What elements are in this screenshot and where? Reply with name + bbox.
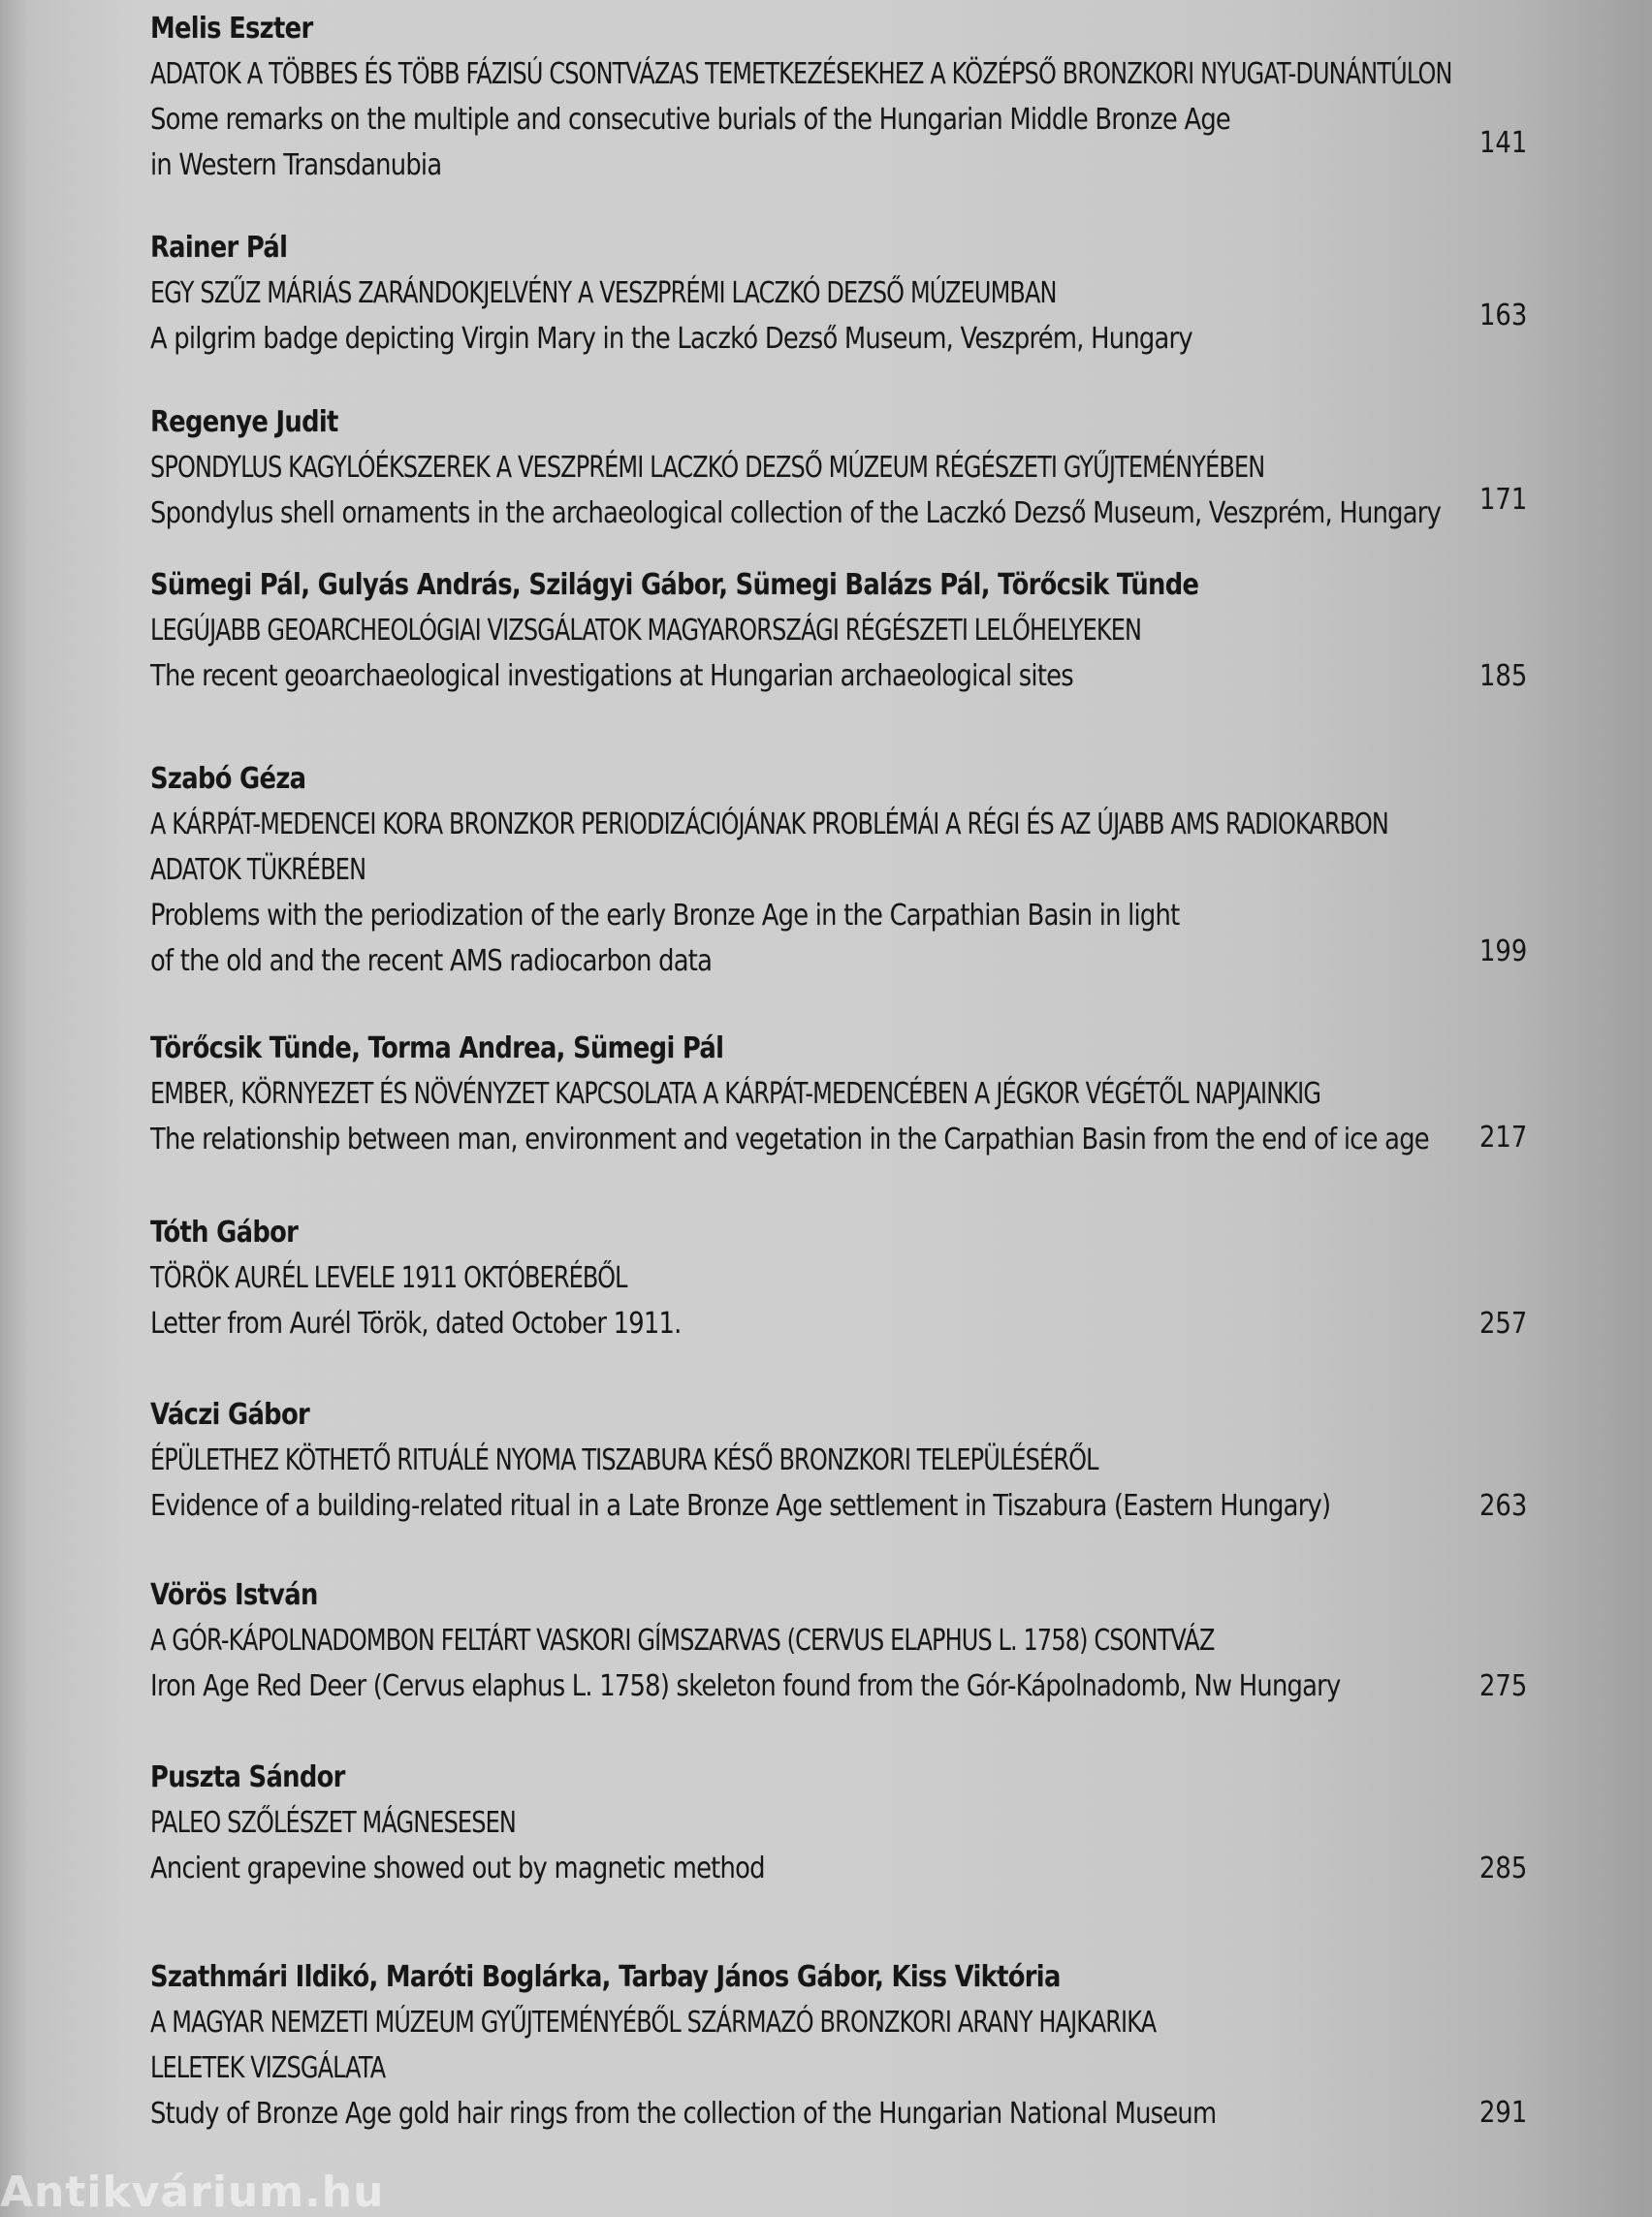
toc-entry (150, 1954, 1527, 2137)
entry-author: Szathmári Ildikó, Maróti Boglárka, Tarbay János Gábor, Kiss Viktória (150, 1960, 1061, 1994)
entry-author: Regenye Judit (150, 405, 338, 439)
entry-title-english: in Western Transdanubia (150, 148, 442, 182)
toc-entry (150, 6, 1527, 188)
toc-entry (150, 756, 1527, 984)
entry-page-number: 185 (1478, 659, 1527, 693)
entry-title-hungarian: A MAGYAR NEMZETI MÚZEUM GYŰJTEMÉNYÉBŐL SZÁRMAZÓ BRONZKORI ARANY HAJKARIKA (150, 2006, 1157, 2040)
entry-title-english: of the old and the recent AMS radiocarbon data (150, 944, 713, 978)
entry-title-hungarian: A GÓR-KÁPOLNADOMBON FELTÁRT VASKORI GÍMSZARVAS (CERVUS ELAPHUS L. 1758) CSONTVÁZ (150, 1624, 1215, 1658)
entry-page-number: 285 (1478, 1852, 1527, 1885)
entry-title-english: Some remarks on the multiple and consecutive burials of the Hungarian Middle Bronze Age (150, 103, 1231, 137)
entry-author: Vörös István (150, 1578, 318, 1612)
toc-entry (150, 1572, 1527, 1709)
entry-title-hungarian: TÖRÖK AURÉL LEVELE 1911 OKTÓBERÉBŐL (150, 1261, 627, 1295)
entry-title-hungarian: PALEO SZŐLÉSZET MÁGNESESEN (150, 1806, 516, 1840)
entry-page-number: 199 (1478, 934, 1527, 968)
entry-title-hungarian: LEGÚJABB GEOARCHEOLÓGIAI VIZSGÁLATOK MAGYARORSZÁGI RÉGÉSZETI LELŐHELYEKEN (150, 614, 1142, 648)
entry-page-number: 163 (1478, 299, 1527, 333)
entry-title-english: Problems with the periodization of the early Bronze Age in the Carpathian Basin in light (150, 899, 1180, 933)
entry-title-english: Letter from Aurél Török, dated October 1911. (150, 1307, 682, 1341)
entry-title-hungarian: ADATOK TÜKRÉBEN (150, 853, 366, 887)
toc-entry (150, 1755, 1527, 1891)
toc-entry (150, 1392, 1527, 1529)
entry-title-hungarian: LELETEK VIZSGÁLATA (150, 2051, 386, 2085)
entry-title-english: Iron Age Red Deer (Cervus elaphus L. 1758) skeleton found from the Gór-Kápolnadomb, Nw Hungary (150, 1669, 1341, 1703)
entry-page-number: 257 (1478, 1307, 1527, 1341)
entry-author: Szabó Géza (150, 762, 306, 796)
watermark: Antikvárium.hu (0, 2168, 385, 2217)
toc-entry (150, 399, 1527, 536)
entry-title-english: Ancient grapevine showed out by magnetic method (150, 1852, 765, 1885)
entry-page-number: 263 (1478, 1489, 1527, 1523)
entry-title-hungarian: SPONDYLUS KAGYLÓÉKSZEREK A VESZPRÉMI LACZKÓ DEZSŐ MÚZEUM RÉGÉSZETI GYŰJTEMÉNYÉBEN (150, 451, 1265, 485)
entry-title-english: The relationship between man, environment and vegetation in the Carpathian Basin from the end of ice age (150, 1123, 1429, 1156)
entry-page-number: 141 (1478, 126, 1527, 160)
toc-entry (150, 1210, 1527, 1346)
entry-title-hungarian: ADATOK A TÖBBES ÉS TÖBB FÁZISÚ CSONTVÁZAS TEMETKEZÉSEKHEZ A KÖZÉPSŐ BRONZKORI NYUGAT-DUNÁNTÚLON (150, 57, 1452, 91)
entry-author: Puszta Sándor (150, 1760, 345, 1794)
entry-title-english: Evidence of a building-related ritual in a Late Bronze Age settlement in Tiszabura (Eastern Hungary) (150, 1489, 1331, 1523)
entry-page-number: 275 (1478, 1669, 1527, 1703)
entry-author: Törőcsik Tünde, Torma Andrea, Sümegi Pál (150, 1031, 724, 1065)
entry-title-english: The recent geoarchaeological investigations at Hungarian archaeological sites (150, 659, 1073, 693)
entry-title-english: A pilgrim badge depicting Virgin Mary in the Laczkó Dezső Museum, Veszprém, Hungary (150, 322, 1192, 356)
entry-author: Rainer Pál (150, 231, 288, 265)
entry-author: Tóth Gábor (150, 1216, 299, 1250)
toc-entry (150, 562, 1527, 699)
entry-title-hungarian: ÉPÜLETHEZ KÖTHETŐ RITUÁLÉ NYOMA TISZABURA KÉSŐ BRONZKORI TELEPÜLÉSÉRŐL (150, 1443, 1098, 1477)
entry-title-hungarian: EMBER, KÖRNYEZET ÉS NÖVÉNYZET KAPCSOLATA A KÁRPÁT-MEDENCÉBEN A JÉGKOR VÉGÉTŐL NAPJAINKIG (150, 1077, 1321, 1111)
entry-title-hungarian: A KÁRPÁT-MEDENCEI KORA BRONZKOR PERIODIZÁCIÓJÁNAK PROBLÉMÁI A RÉGI ÉS AZ ÚJABB AMS RADIOKARBON (150, 808, 1389, 841)
entry-title-english: Spondylus shell ornaments in the archaeological collection of the Laczkó Dezső Museum, Veszprém, Hungary (150, 496, 1442, 530)
entry-page-number: 291 (1478, 2096, 1527, 2130)
entry-author: Sümegi Pál, Gulyás András, Szilágyi Gábor, Sümegi Balázs Pál, Törőcsik Tünde (150, 568, 1199, 602)
entry-title-english: Study of Bronze Age gold hair rings from the collection of the Hungarian National Museum (150, 2097, 1217, 2131)
entry-author: Melis Eszter (150, 12, 313, 46)
entry-page-number: 217 (1478, 1121, 1527, 1155)
entry-page-number: 171 (1478, 483, 1527, 517)
toc-entry (150, 1026, 1527, 1162)
entry-author: Váczi Gábor (150, 1398, 310, 1432)
toc-entry (150, 225, 1527, 362)
entry-title-hungarian: EGY SZŰZ MÁRIÁS ZARÁNDOKJELVÉNY A VESZPRÉMI LACZKÓ DEZSŐ MÚZEUMBAN (150, 276, 1057, 310)
